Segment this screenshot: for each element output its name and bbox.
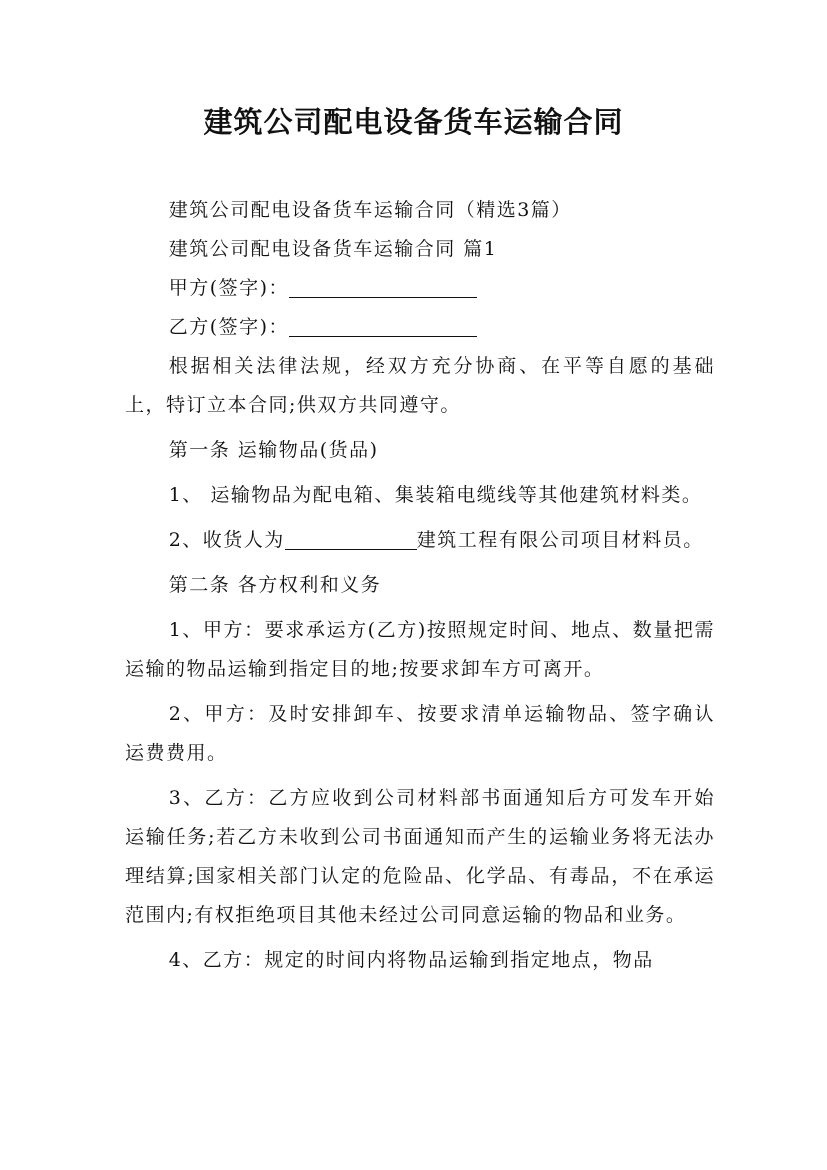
article-1-item-1: 1、 运输物品为配电箱、集装箱电缆线等其他建筑材料类。 <box>168 484 703 506</box>
article-2-item-4: 4、乙方：规定的时间内将物品运输到指定地点，物品 <box>168 949 654 971</box>
party-b-signature-blank <box>289 317 477 337</box>
document-body <box>125 191 715 980</box>
party-a-signature-line <box>125 269 715 308</box>
party-b-label: 乙方(签字)： <box>168 316 290 338</box>
article-2-heading: 第二条 各方权利和义务 <box>168 574 382 596</box>
article-1-item-2 <box>125 521 715 560</box>
document-title: 建筑公司配电设备货车运输合同 <box>203 105 624 139</box>
consignee-blank <box>285 530 417 550</box>
party-b-signature-line <box>125 308 715 347</box>
party-a-signature-blank <box>289 278 477 298</box>
article-1-heading: 第一条 运输物品(货品) <box>168 439 379 461</box>
article-1-item-2-prefix: 2、收货人为 <box>168 529 285 551</box>
preamble-paragraph: 根据相关法律法规，经双方充分协商、在平等自愿的基础上，特订立本合同;供双方共同遵守。 <box>125 355 715 416</box>
subtitle: 建筑公司配电设备货车运输合同（精选3篇） <box>168 199 572 221</box>
article-2-item-3: 3、乙方：乙方应收到公司材料部书面通知后方可发车开始运输任务;若乙方未收到公司书面通知而产生的运输业务将无法办理结算;国家相关部门认定的危险品、化学品、有毒品，不在承运范围内;有权拒绝项目其他未经过公司同意运输的物品和业务。 <box>125 787 715 926</box>
party-a-label: 甲方(签字)： <box>168 277 290 299</box>
section-heading: 建筑公司配电设备货车运输合同 篇1 <box>168 238 498 260</box>
article-2-item-1: 1、甲方：要求承运方(乙方)按照规定时间、地点、数量把需运输的物品运输到指定目的地;按要求卸车方可离开。 <box>125 619 715 680</box>
article-1-item-2-suffix: 建筑工程有限公司项目材料员。 <box>416 529 704 551</box>
article-2-item-2: 2、甲方：及时安排卸车、按要求清单运输物品、签字确认运费费用。 <box>125 703 715 764</box>
